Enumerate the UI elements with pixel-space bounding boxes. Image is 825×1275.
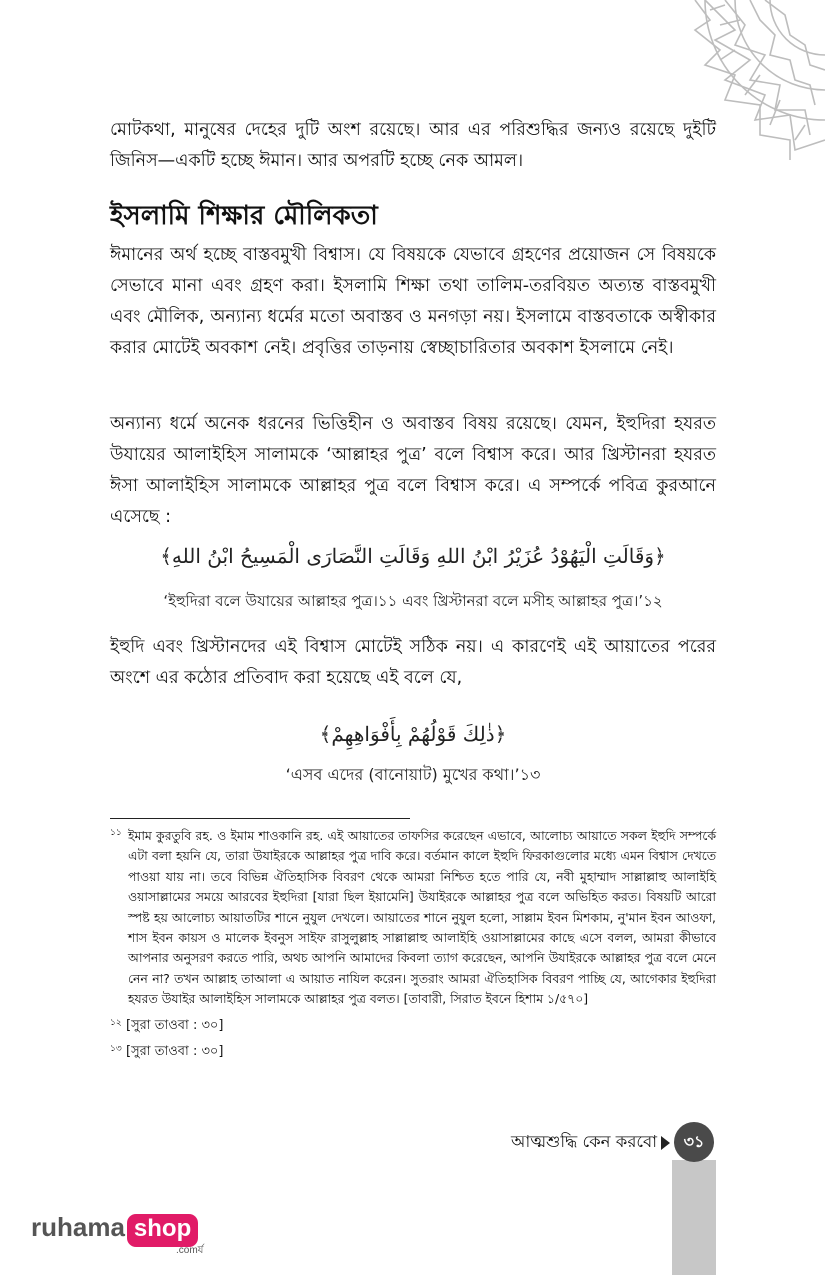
- logo-name: ruhama: [31, 1212, 125, 1242]
- footnote-number: ১৩: [110, 1043, 122, 1054]
- footnote-13: [110, 1042, 716, 1062]
- verse-translation-1: ‘ইহুদিরা বলে উযায়ের আল্লাহর পুত্র।১১ এবং খ্রিস্টানরা বলে মসীহ আল্লাহর পুত্র।’১২: [163, 592, 663, 610]
- verse-translation-2: ‘এসব এদের (বানোয়াট) মুখের কথা।’১৩: [285, 765, 541, 784]
- body-paragraph-3: ইহুদি এবং খ্রিস্টানদের এই বিশ্বাস মোটেই সঠিক নয়। এ কারণেই এই আয়াতের পরের অংশে এর কঠোর প্রতিবাদ করা হয়েছে এই বলে যে,: [110, 637, 716, 688]
- footnote-12: [110, 1016, 716, 1036]
- ruhama-shop-logo: [31, 1212, 204, 1256]
- logo-shop: shop: [127, 1214, 198, 1247]
- footnote-text: [সুরা তাওবা : ৩০]: [126, 1017, 224, 1033]
- footnote-text: [সুরা তাওবা : ৩০]: [126, 1043, 224, 1059]
- running-footer: [480, 1128, 670, 1156]
- section-heading: ইসলামি শিক্ষার মৌলিকতা: [110, 201, 378, 231]
- footnote-number: ১২: [110, 1017, 122, 1028]
- logo-domain: .comর্য: [176, 1245, 204, 1256]
- footnote-divider: [110, 818, 410, 819]
- body-paragraph-1: ঈমানের অর্থ হচ্ছে বাস্তবমুখী বিশ্বাস। যে বিষয়কে যেভাবে গ্রহণের প্রয়োজন সে বিষয়কে সেভাবে মানা এবং গ্রহণ করা। ইসলামি শিক্ষা তথা তালিম-তরবিয়ত অত্যন্ত বাস্তবমুখী এবং মৌলিক, অন্যান্য ধর্মের মতো অবাস্তব ও মনগড়া নয়। ইসলামে বাস্তবতাকে অস্বীকার করার মোটেই অবকাশ নেই। প্রবৃত্তির তাড়নায় স্বেচ্ছাচারিতার অবকাশ ইসলামে নেই।: [110, 245, 716, 358]
- footnote-11: [110, 826, 716, 1010]
- body-paragraph-2: অন্যান্য ধর্মে অনেক ধরনের ভিত্তিহীন ও অবাস্তব বিষয় রয়েছে। যেমন, ইহুদিরা হযরত উযায়ের আলাইহিস সালামকে ‘আল্লাহর পুত্র’ বলে বিশ্বাস করে। আর খ্রিস্টানরা হযরত ঈসা আলাইহিস সালামকে আল্লাহর পুত্র বলে বিশ্বাস করে। এ সম্পর্কে পবিত্র কুরআনে এসেছে :: [110, 414, 716, 527]
- intro-paragraph: মোটকথা, মানুষের দেহের দুটি অংশ রয়েছে। আর এর পরিশুদ্ধির জন্যও রয়েছে দুইটি জিনিস—একটি হচ্ছে ঈমান। আর অপরটি হচ্ছে নেক আমল।: [110, 120, 716, 171]
- page-edge-tab: [672, 1160, 716, 1275]
- quran-verse-2: ﴿ذٰلِكَ قَوْلُهُمْ بِأَفْوَاهِهِمْ﴾: [319, 722, 507, 746]
- quran-verse-1: ﴿وَقَالَتِ الْيَهُوْدُ عُزَيْرُ ابْنُ اللهِ وَقَالَتِ النَّصَارَى الْمَسِيحُ ابْنُ اللهِ﴾: [160, 544, 666, 568]
- footnote-text: ইমাম কুরতুবি রহ. ও ইমাম শাওকানি রহ. এই আয়াতের তাফসির করেছেন এভাবে, আলোচ্য আয়াতে সকল ইহুদি সম্পর্কে এটা বলা হয়নি যে, তারা উযাইরকে আল্লাহর পুত্র দাবি করে। বর্তমান কালে ইহুদি ফিরকাগুলোর মধ্যে এমন বিশ্বাস দেখতে পাওয়া যায় না। তবে বিভিন্ন ঐতিহাসিক বিবরণ থেকে আমরা নিশ্চিত হতে পারি যে, নবী মুহাম্মাদ সাল্লাল্লাহু আলাইহি ওয়াসাল্লামের সময়ে আরবের ইহুদিরা [যারা ছিল ইয়ামেনি] উযাইরকে আল্লাহর পুত্র বলে অভিহিত করত। বিষয়টি আরো স্পষ্ট হয় আলোচ্য আয়াতটির শানে নুযুল দেখলে। আয়াতের শানে নুযুল হলো, সাল্লাম ইবন মিশকাম, নু'মান ইবন আওফা, শাস ইবন কায়স ও মালেক ইবনুস সাইফ রাসুলুল্লাহ সাল্লাল্লাহু আলাইহি ওয়াসাল্লামের কাছে এসে বলল, আমরা কীভাবে আপনার অনুসরণ করতে পারি, অথচ আপনি আমাদের কিবলা ত্যাগ করেছেন, আপনি উযাইরকে আল্লাহর পুত্র বলে মেনে নেন না? তখন আল্লাহ তাআলা এ আয়াত নাযিল করেন। সুতরাং আমরা ঐতিহাসিক বিবরণ পাচ্ছি যে, আগেকার ইহুদিরা হযরত উযাইর আলাইহিস সালামকে আল্লাহর পুত্র বলত। [তাবারী, সিরাত ইবনে হিশাম ১/৫৭০]: [128, 828, 716, 1007]
- triangle-right-icon: [661, 1136, 670, 1150]
- footnote-number: ১১: [110, 828, 122, 838]
- footnotes: [110, 826, 716, 1062]
- book-title: আত্মশুদ্ধি কেন করবো: [511, 1132, 657, 1151]
- page-number: ৩১: [674, 1122, 714, 1162]
